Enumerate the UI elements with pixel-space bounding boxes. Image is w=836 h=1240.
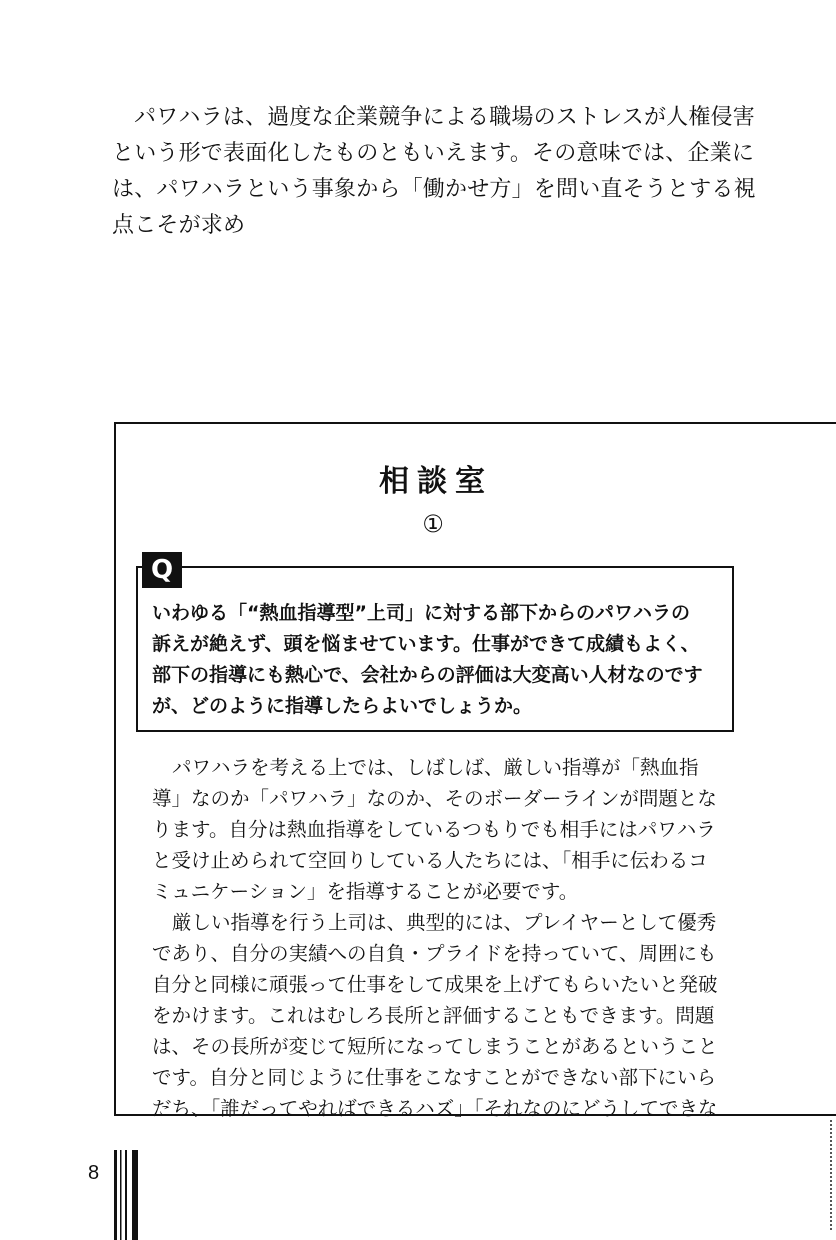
answer-paragraph: 厳しい指導を行う上司は、典型的には、プレイヤーとして優秀であり、自分の実績への自負・プライドを持っていて、周囲にも自分と同様に頑張って仕事をして成果を上げてもらいたいと発破をかけます。これはむしろ長所と評価することもできます。問題は、その長所が変じて短所になってしまうことがあるということです。自分と同じように仕事をこなすことができない部下にいらだち、「誰だってやればできるハズ」「それなのにどうしてできな [152,911,718,1120]
question-text [152,598,722,722]
question-line: 訴えが絶えず、頭を悩ませています。仕事ができて成績もよく、 [152,633,700,655]
answer-paragraph: パワハラを考える上では、しばしば、厳しい指導が「熱血指導」なのか「パワハラ」なのか、そのボーダーラインが問題となります。自分は熱血指導をしているつもりでも相手にはパワハラと受け止められて空回りしている人たちには、「相手に伝わるコミュニケーション」を指導することが必要です。 [152,756,717,903]
question-line: いわゆる「“熱血指導型”上司」に対する部下からのパワハラの [152,602,690,624]
question-badge: Q [142,552,182,588]
answer-text [152,752,724,1124]
spine-bars-decoration [112,1150,152,1240]
page-edge-marks [830,1120,834,1230]
consultation-title: 相談室 [379,464,493,499]
question-line: 部下の指導にも熱心で、会社からの評価は大変高い人材なのです [152,664,703,686]
intro-paragraph: パワハラは、過度な企業競争による職場のストレスが人権侵害という形で表面化したものともいえます。その意味では、企業には、パワハラという事象から「働かせ方」を問い直そうとする視点こそが求め [112,105,756,238]
intro-text-block [112,100,762,244]
question-line: が、どのように指導したらよいでしょうか。 [152,695,533,717]
consultation-number: ① [422,510,444,538]
page-number: 8 [88,1162,100,1184]
